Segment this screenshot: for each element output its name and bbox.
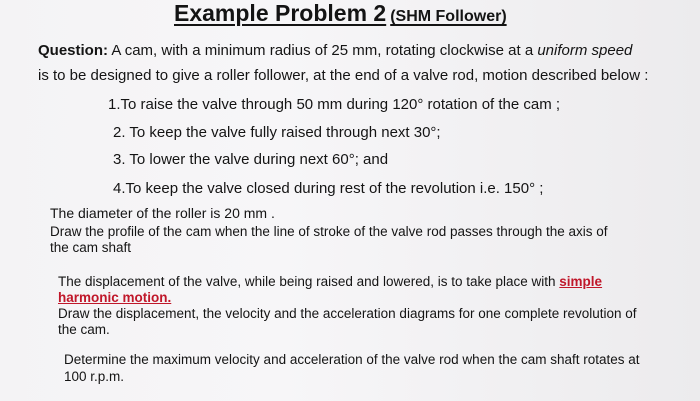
question-text-1-italic: uniform speed <box>537 42 633 59</box>
displacement-line-3: Draw the displacement, the velocity and the acceleration diagrams for one complete revolution of <box>58 306 637 321</box>
determine-line-1: Determine the maximum velocity and acceleration of the valve rod when the cam shaft rotates at <box>64 352 640 367</box>
draw-profile-line-2: the cam shaft <box>50 240 132 255</box>
displacement-line-1 <box>58 274 602 289</box>
question-text-1a: A cam, with a minimum radius of 25 mm, rotating clockwise at a <box>111 42 534 59</box>
step-4: 4.To keep the valve closed during rest of the revolution i.e. 150° ; <box>113 180 544 197</box>
question-line-2: is to be designed to give a roller follower, at the end of a valve rod, motion described below : <box>38 67 649 84</box>
determine-line-2: 100 r.p.m. <box>64 369 125 384</box>
step-1: 1.To raise the valve through 50 mm during 120° rotation of the cam ; <box>108 96 561 113</box>
title-main: Example Problem 2 <box>174 0 387 26</box>
step-2: 2. To keep the valve fully raised through next 30°; <box>113 124 441 141</box>
displacement-line-4: the cam. <box>58 322 110 337</box>
displacement-text-1a: The displacement of the valve, while being raised and lowered, is to take place with <box>58 274 556 289</box>
step-3: 3. To lower the valve during next 60°; and <box>113 151 389 168</box>
page-title <box>174 0 507 27</box>
title-subtitle: (SHM Follower) <box>390 8 507 25</box>
simple-emphasis: simple <box>559 274 603 289</box>
question-label: Question: <box>38 42 108 59</box>
question-line-1 <box>38 42 632 59</box>
harmonic-motion-emphasis: harmonic motion. <box>58 290 172 305</box>
draw-profile-line-1: Draw the profile of the cam when the line of stroke of the valve rod passes through the axis of <box>50 224 608 239</box>
displacement-line-2 <box>58 290 171 305</box>
roller-diameter: The diameter of the roller is 20 mm . <box>50 205 275 221</box>
